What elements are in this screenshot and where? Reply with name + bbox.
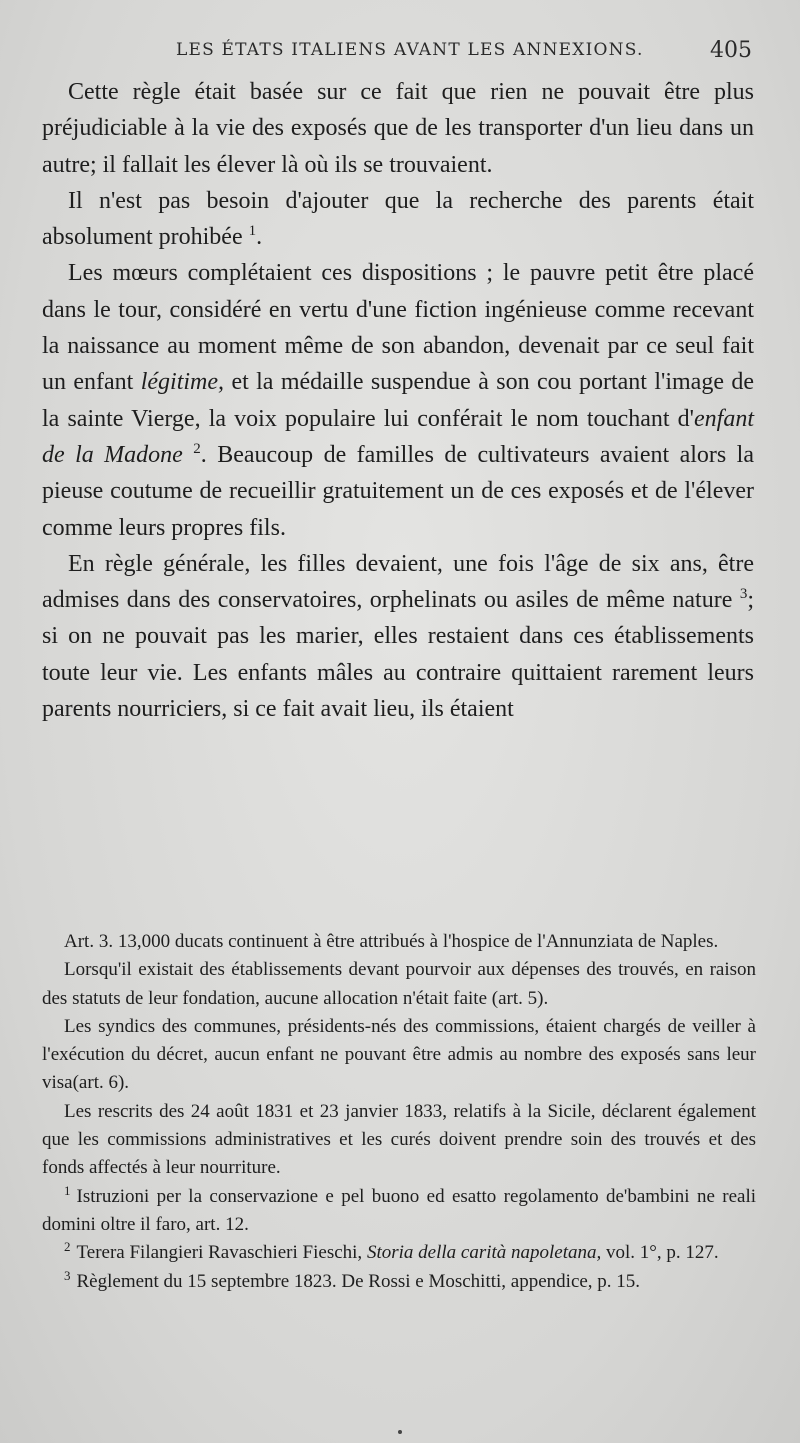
- note-art-5: Lorsqu'il existait des établissements devant pourvoir aux dépenses des trouvés, en raison des statuts de leur fondation, aucune allocation n'était faite (art. 5).: [42, 959, 756, 1009]
- footnote-mark-3: 3: [64, 1267, 71, 1283]
- note-art-3: Art. 3. 13,000 ducats continuent à être attribués à l'hospice de l'Annunziata de Naples.: [64, 931, 719, 952]
- footnote-mark-1: 1: [64, 1182, 71, 1198]
- italic-enfant-de-la-madone: enfant de la Madone: [42, 405, 754, 468]
- paragraph-4: En règle générale, les filles devaient, une fois l'âge de six ans, être admises dans des conservatoires, orphelinats ou asiles de même nature $^3$; si on ne pouvait pas les marier, elles restaient dans ces établissements toute leur vie. Les enfants mâles au contraire quittaient rarement leurs parents nourriciers, si ce fait avait lieu, ils étaient: [42, 550, 754, 723]
- page-dot-mark: [398, 1430, 402, 1434]
- italic-legitime: légitime,: [140, 369, 225, 396]
- paragraph-2: Il n'est pas besoin d'ajouter que la recherche des parents était absolument prohibée $^1$.: [42, 187, 754, 251]
- footnote-1: $^1$ Istruzioni per la conservazione e pel buono ed esatto regolamento de'bambini ne reali domini oltre il faro, art. 12.: [42, 1182, 756, 1235]
- footnote-3: $^3$ Règlement du 15 septembre 1823. De Rossi e Moschitti, appendice, p. 15.: [64, 1267, 641, 1292]
- footnote-mark-2: 2: [64, 1239, 71, 1255]
- footnote-ref-1: 1: [248, 223, 257, 240]
- note-rescrits: Les rescrits des 24 août 1831 et 23 janvier 1833, relatifs à la Sicile, déclarent également que les commissions administratives et les curés doivent prendre soin des trouvés et des fonds affectés à leur nourriture.: [42, 1100, 756, 1179]
- notes-section: [42, 928, 756, 1296]
- running-title: LES ÉTATS ITALIENS AVANT LES ANNEXIONS.: [176, 40, 644, 60]
- page-number: 405: [710, 38, 752, 63]
- footnote-ref-2: 2: [193, 440, 201, 457]
- paragraph-3: Les mœurs complétaient ces dispositions ; le pauvre petit être placé dans le tour, considéré en vertu d'une fiction ingénieuse comme recevant la naissance au moment même de son abandon, devenait par ce seul fait un enfant légitime, et la médaille suspendue à son cou portant l'image de la sainte Vierge, la voix populaire lui conférait le nom touchant d'enfant de la Madone $^2$. Beaucoup de familles de cultivateurs avaient alors la pieuse coutume de recueillir gratuitement un de ces exposés et de l'élever comme leurs propres fils.: [42, 260, 755, 541]
- note-art-6: Les syndics des communes, présidents-nés des commissions, étaient chargés de veiller à l'exécution du décret, aucun enfant ne pouvant être admis au nombre des exposés sans leur visa(art. 6).: [42, 1015, 756, 1094]
- paragraph-1: Cette règle était basée sur ce fait que rien ne pouvait être plus préjudiciable à la vie des exposés que de les transporter d'un lieu dans un autre; il fallait les élever là où ils se trouvaient.: [42, 79, 754, 178]
- footnote-ref-3: 3: [739, 586, 748, 603]
- main-text: [42, 74, 754, 727]
- italic-storia-title: Storia della carità napoletana,: [366, 1242, 602, 1264]
- footnote-2: $^2$ Terera Filangieri Ravaschieri Fieschi, Storia della carità napoletana, vol. 1°, p. 127.: [64, 1239, 719, 1264]
- page-header: [0, 38, 800, 68]
